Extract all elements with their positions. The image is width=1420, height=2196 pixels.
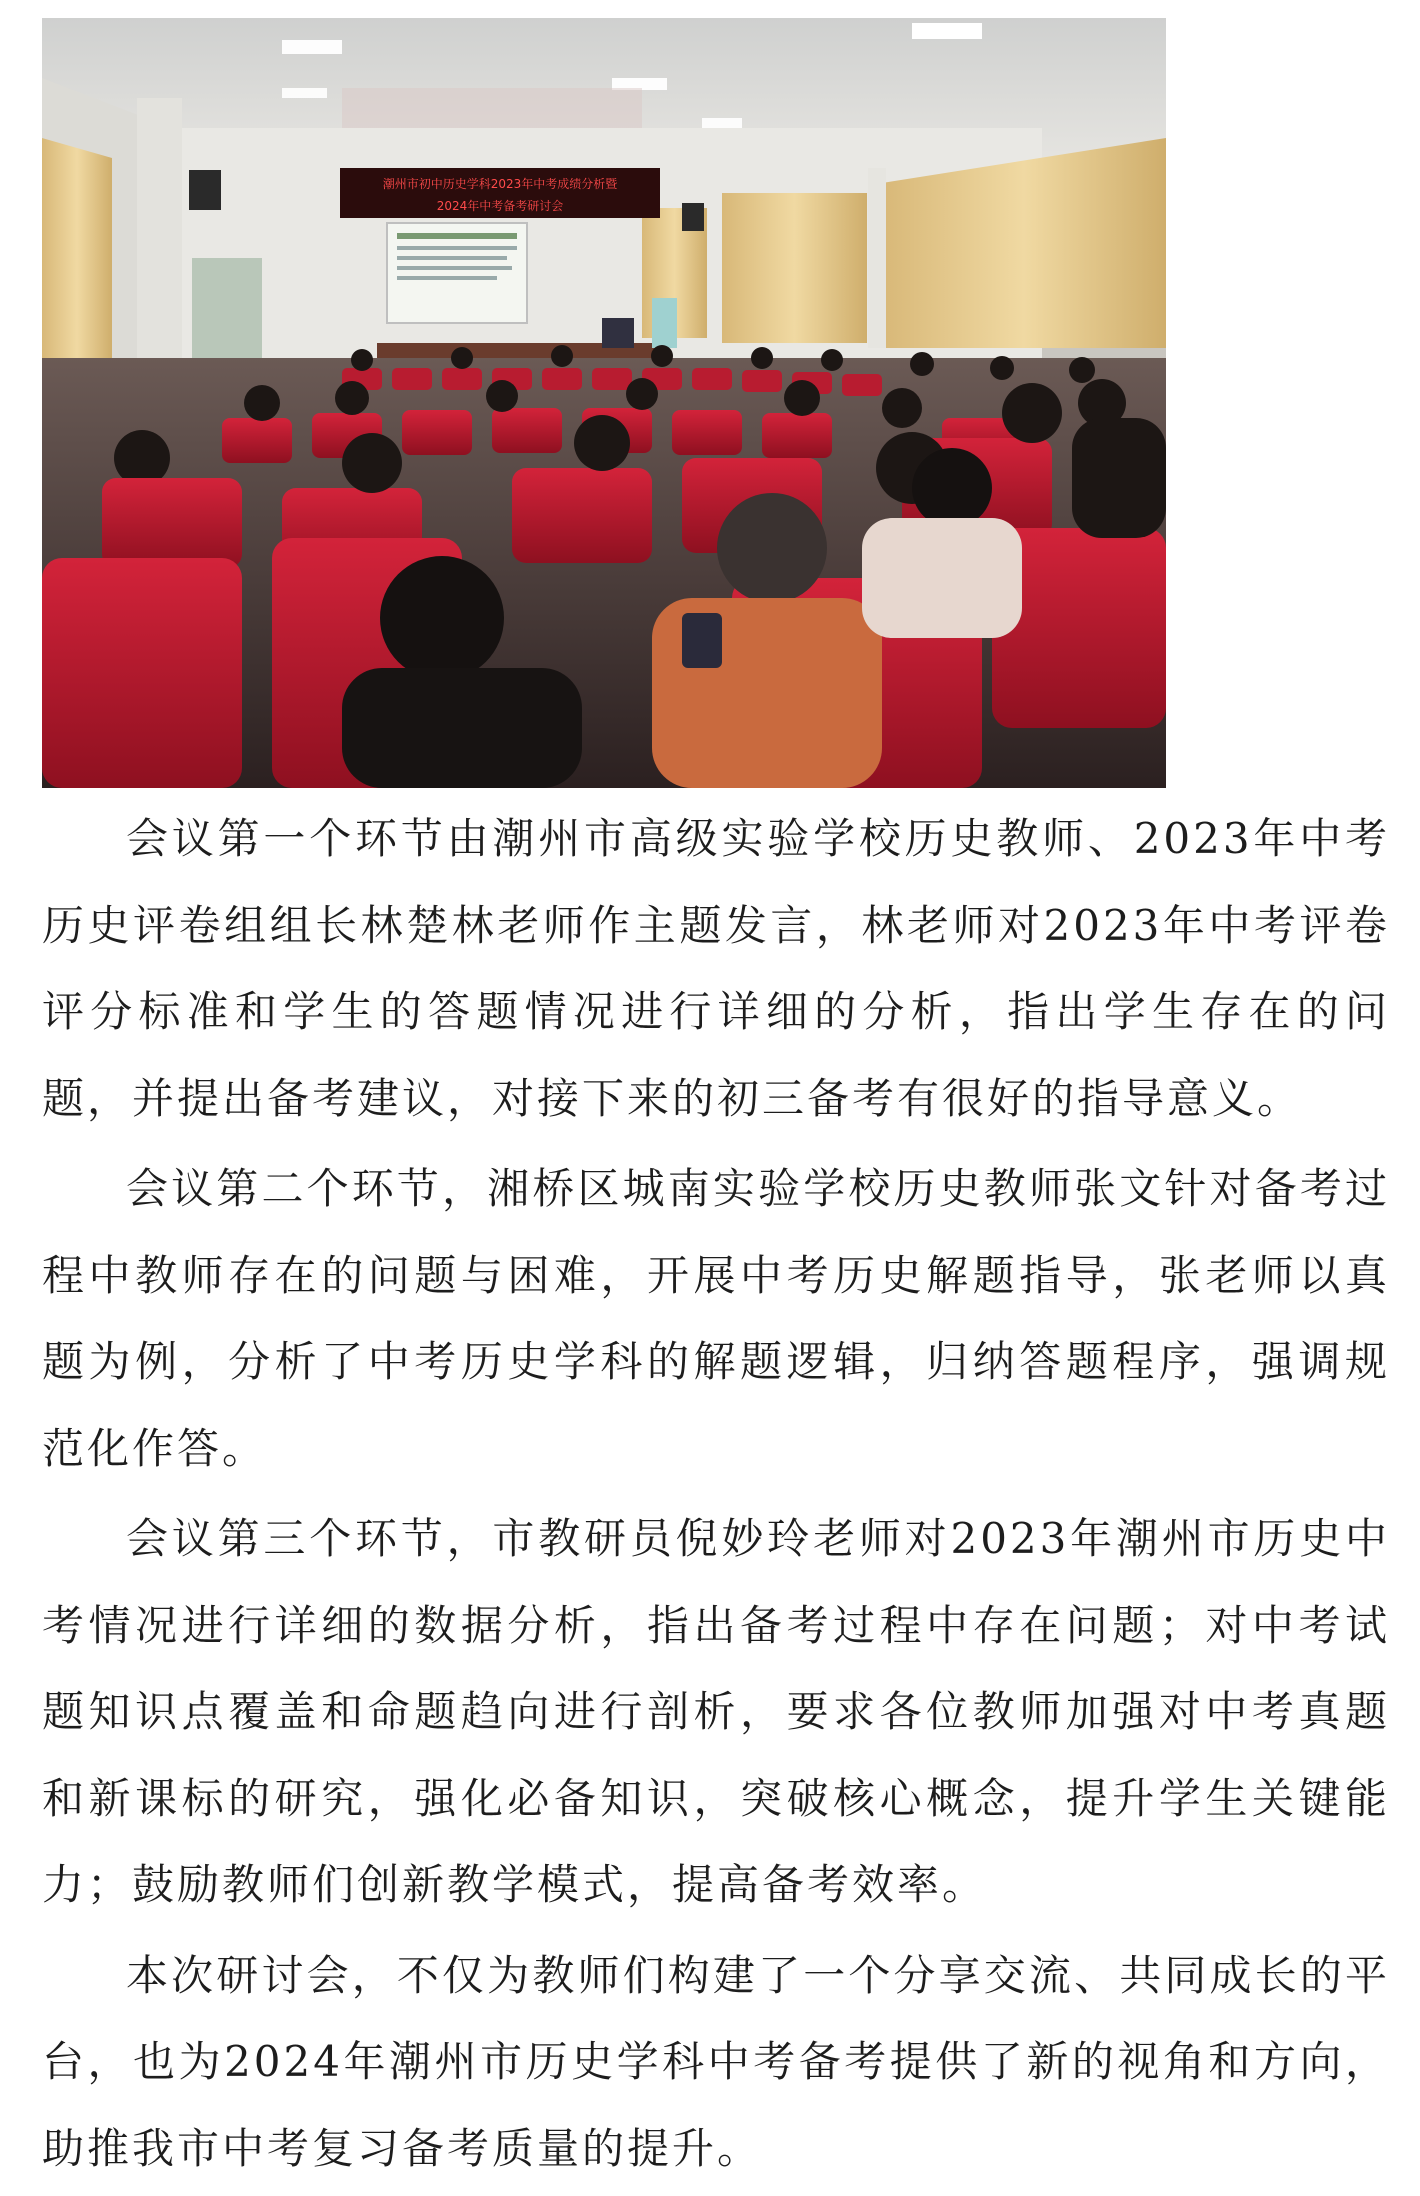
banner-line-1: 潮州市初中历史学科2023年中考成绩分析暨 [382,177,618,191]
paragraph-2: 会议第二个环节，湘桥区城南实验学校历史教师张文针对备考过程中教师存在的问题与困难，开展中考历史解题指导，张老师以真题为例，分析了中考历史学科的解题逻辑，归纳答题程序，强调规范化作答。 [42,1164,1390,1473]
banner-line-2: 2024年中考备考研讨会 [436,199,564,213]
paragraph-1: 会议第一个环节由潮州市高级实验学校历史教师、2023年中考历史评卷组组长林楚林老师作主题发言，林老师对2023年中考评卷评分标准和学生的答题情况进行详细的分析，指出学生存在的问题，并提出备考建议，对接下来的初三备考有很好的指导意义。 [42,814,1390,1123]
meeting-photo [42,18,1166,788]
meeting-hall-illustration [42,18,1166,788]
article-body [42,796,1390,2196]
paragraph-4: 本次研讨会，不仅为教师们构建了一个分享交流、共同成长的平台，也为2024年潮州市历史学科中考备考提供了新的视角和方向，助推我市中考复习备考质量的提升。 [42,1950,1390,2173]
paragraph-3: 会议第三个环节，市教研员倪妙玲老师对2023年潮州市历史中考情况进行详细的数据分析，指出备考过程中存在问题；对中考试题知识点覆盖和命题趋向进行剖析，要求各位教师加强对中考真题和新课标的研究，强化必备知识，突破核心概念，提升学生关键能力；鼓励教师们创新教学模式，提高备考效率。 [42,1514,1390,1909]
